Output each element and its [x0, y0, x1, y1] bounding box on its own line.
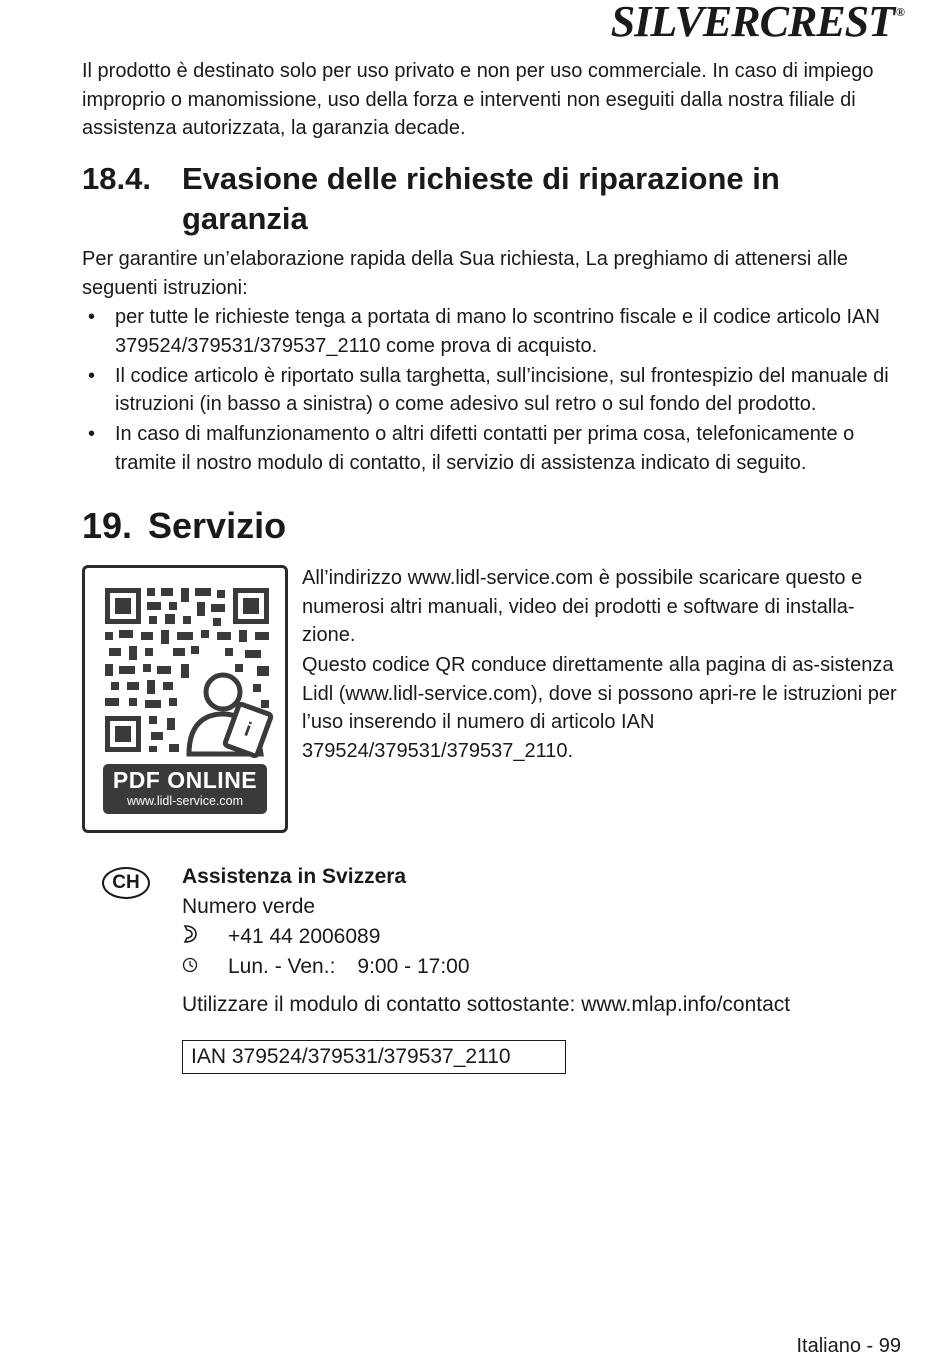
list-item: • In caso di malfunzionamento o altri difetti contatti per prima cosa, telefonicamente o tramite il nostro modulo di contatto, il servizio di assistenza indicato di seguito. — [82, 420, 902, 477]
hours-days: Lun. - Ven.: — [228, 955, 336, 978]
clock-icon — [182, 952, 228, 982]
section-title: Evasione delle richieste di riparazione in garanzia — [182, 161, 780, 236]
svg-text:i: i — [241, 718, 255, 742]
registered-mark: ® — [896, 5, 904, 19]
page-footer: Italiano - 99 — [796, 1335, 901, 1357]
intro-paragraph: Il prodotto è destinato solo per uso privato e non per uso commerciale. In caso di impiego improprio o manomissione, uso della forza e interventi non eseguiti dalla nostra filiale di assistenza autorizzata, la garanzia decade. — [82, 60, 874, 139]
qr-code-icon — [85, 568, 285, 764]
phone-icon — [182, 922, 228, 952]
brand-logo-text: SILVERCREST — [610, 0, 895, 46]
brand-logo — [611, 0, 904, 44]
section-18-4-lead: Per garantire un’elaborazione rapida della Sua richiesta, La preghiamo di attenersi alle seguenti istruzioni: — [82, 248, 849, 299]
phone-line — [182, 922, 380, 952]
service-paragraph-2: Questo codice QR conduce direttamente alla pagina di as-sistenza Lidl (www.lidl-service.com), dove si possono apri-re le istruzioni per l’uso inserendo il numero di articolo IAN 379524/379531/379537_2110. — [302, 654, 897, 762]
service-ch-title: Assistenza in Svizzera — [182, 865, 407, 888]
qr-label-title: PDF ONLINE — [112, 767, 258, 793]
contact-line: Utilizzare il modulo di contatto sottostante: www.mlap.info/contact — [182, 993, 791, 1016]
section-19-heading — [82, 504, 286, 548]
list-item: • per tutte le richieste tenga a portata di mano lo scontrino fiscale e il codice articolo IAN 379524/379531/379537_2110 come prova di acquisto. — [82, 303, 902, 360]
qr-code-box[interactable] — [82, 565, 288, 833]
section-18-4-heading — [82, 159, 902, 239]
service-paragraph-1: All’indirizzo www.lidl-service.com è possibile scaricare questo e numerosi altri manuali, video dei prodotti e software di installa-zione. — [302, 567, 863, 646]
country-badge: CH — [102, 867, 150, 899]
section-number: 18.4. — [82, 161, 151, 196]
section-number: 19. — [82, 505, 133, 546]
qr-label — [103, 764, 267, 814]
service-ch-subtitle: Numero verde — [182, 895, 316, 918]
instructions-list — [82, 303, 902, 479]
qr-label-url: www.lidl-service.com — [127, 794, 243, 808]
section-title: Servizio — [148, 505, 287, 546]
hours-line — [182, 952, 470, 982]
list-item: • Il codice articolo è riportato sulla targhetta, sull’incisione, sul frontespizio del manuale di istruzioni (in basso a sinistra) o come adesivo sul retro o sul fondo del prodotto. — [82, 362, 902, 419]
hours-time: 9:00 - 17:00 — [357, 955, 470, 978]
ian-box: IAN 379524/379531/379537_2110 — [182, 1040, 566, 1074]
phone-number[interactable]: +41 44 2006089 — [228, 925, 381, 948]
